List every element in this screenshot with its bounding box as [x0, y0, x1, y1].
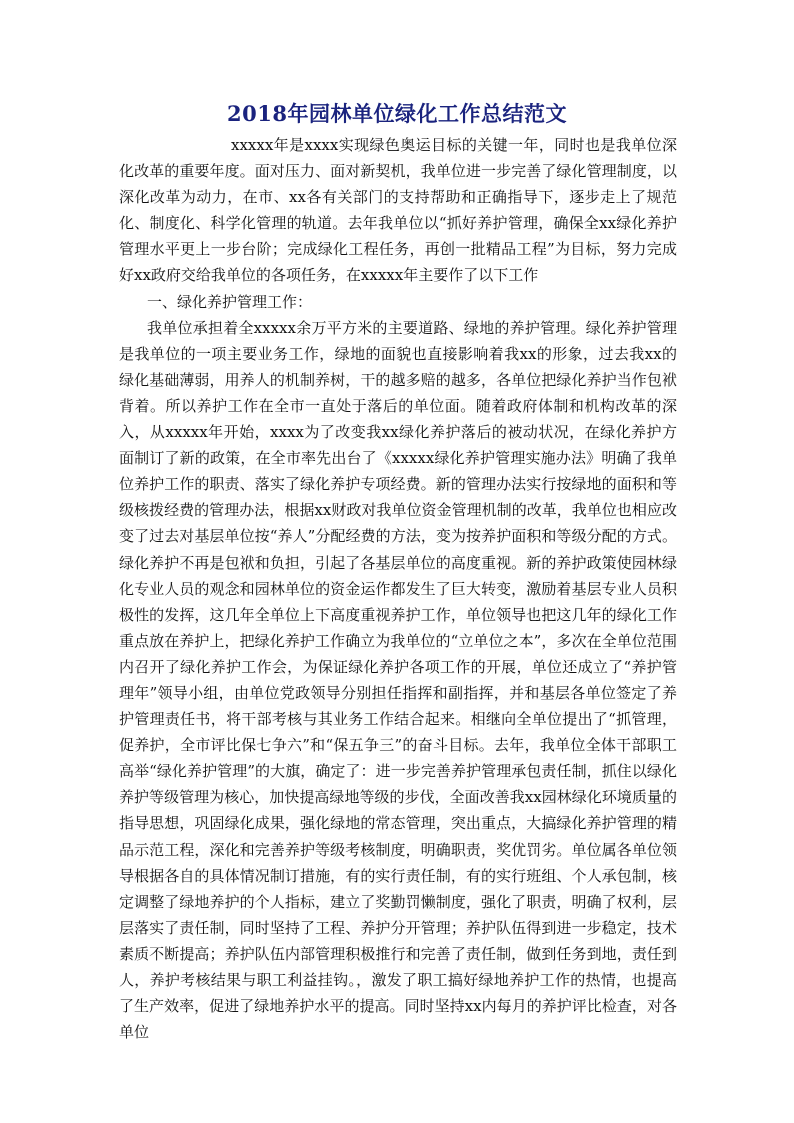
document-body	[119, 132, 677, 1045]
body-paragraph: 我单位承担着全xxxxx余万平方米的主要道路、绿地的养护管理。绿化养护管理是我单位的一项主要业务工作，绿地的面貌也直接影响着我xx的形象，过去我xx的绿化基础薄弱，用养人的机制养树，干的越多赔的越多，各单位把绿化养护当作包袱背着。所以养护工作在全市一直处于落后的单位面。随着政府体制和机构改革的深入，从xxxxx年开始，xxxx为了改变我xx绿化养护落后的被动状况，在绿化养护方面制订了新的政策，在全市率先出台了《xxxxx绿化养护管理实施办法》明确了我单位养护工作的职责、落实了绿化养护专项经费。新的管理办法实行按绿地的面积和等级核拨经费的管理办法，根据xx财政对我单位资金管理机制的改革，我单位也相应改变了过去对基层单位按“养人”分配经费的方法，变为按养护面积和等级分配的方式。绿化养护不再是包袱和负担，引起了各基层单位的高度重视。新的养护政策使园林绿化专业人员的观念和园林单位的资金运作都发生了巨大转变，激励着基层专业人员积极性的发挥，这几年全单位上下高度重视养护工作，单位领导也把这几年的绿化工作重点放在养护上，把绿化养护工作确立为我单位的“立单位之本”，多次在全单位范围内召开了绿化养护工作会，为保证绿化养护各项工作的开展，单位还成立了“养护管理年”领导小组，由单位党政领导分别担任指挥和副指挥，并和基层各单位签定了养护管理责任书，将干部考核与其业务工作结合起来。相继向全单位提出了“抓管理，促养护，全市评比保七争六”和“保五争三”的奋斗目标。去年，我单位全体干部职工高举“绿化养护管理”的大旗，确定了：进一步完善养护管理承包责任制，抓住以绿化养护等级管理为核心，加快提高绿地等级的步伐，全面改善我xx园林绿化环境质量的指导思想，巩固绿化成果，强化绿地的常态管理，突出重点，大搞绿化养护管理的精品示范工程，深化和完善养护等级考核制度，明确职责，奖优罚劣。单位属各单位领导根据各自的具体情况制订措施，有的实行责任制，有的实行班组、个人承包制，核定调整了绿地养护的个人指标，建立了奖勤罚懒制度，强化了职责，明确了权利，层层落实了责任制，同时坚持了工程、养护分开管理；养护队伍得到进一步稳定，技术素质不断提高；养护队伍内部管理积极推行和完善了责任制，做到任务到地，责任到人，养护考核结果与职工利益挂钩。，激发了职工搞好绿地养护工作的热情，也提高了生产效率，促进了绿地养护水平的提高。同时坚持xx内每月的养护评比检查，对各单位	[119, 318, 677, 1042]
section-heading: 一、绿化养护管理工作：	[147, 292, 313, 311]
intro-paragraph: xxxxx年是xxxx实现绿色奥运目标的关键一年，同时也是我单位深化改革的重要年度。面对压力、面对新契机，我单位进一步完善了绿化管理制度，以深化改革为动力，在市、xx各有关部门的支持帮助和正确指导下，逐步走上了规范化、制度化、科学化管理的轨道。去年我单位以“抓好养护管理，确保全xx绿化养护管理水平更上一步台阶；完成绿化工程任务，再创一批精品工程”为目标，努力完成好xx政府交给我单位的各项任务，在xxxxx年主要作了以下工作	[119, 136, 677, 285]
document-title: 2018年园林单位绿化工作总结范文	[227, 101, 567, 126]
